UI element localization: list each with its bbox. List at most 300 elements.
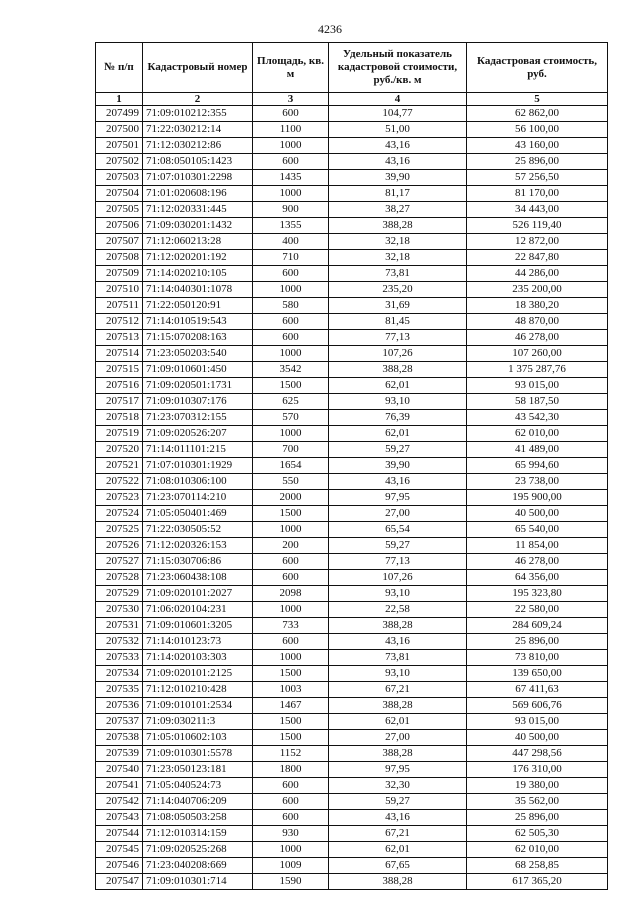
cadastral-number-cell: 71:09:020501:1731 — [143, 378, 253, 394]
area-cell: 1500 — [253, 506, 329, 522]
area-cell: 1003 — [253, 682, 329, 698]
area-cell: 600 — [253, 810, 329, 826]
row-number-cell: 207506 — [96, 218, 143, 234]
table-row — [96, 858, 608, 874]
table-row — [96, 586, 608, 602]
row-number-cell: 207504 — [96, 186, 143, 202]
cadastral-value-cell: 58 187,50 — [467, 394, 608, 410]
cadastral-number-cell: 71:09:030201:1432 — [143, 218, 253, 234]
area-cell: 600 — [253, 570, 329, 586]
cadastral-value-cell: 48 870,00 — [467, 314, 608, 330]
area-cell: 1590 — [253, 874, 329, 890]
table-row — [96, 842, 608, 858]
cadastral-value-cell: 195 900,00 — [467, 490, 608, 506]
unit-value-cell: 93,10 — [329, 666, 467, 682]
cadastral-number-cell: 71:23:070114:210 — [143, 490, 253, 506]
area-cell: 1355 — [253, 218, 329, 234]
unit-value-cell: 43,16 — [329, 154, 467, 170]
area-cell: 1500 — [253, 714, 329, 730]
table-row — [96, 218, 608, 234]
table-row — [96, 522, 608, 538]
row-number-cell: 207547 — [96, 874, 143, 890]
cadastral-value-cell: 35 562,00 — [467, 794, 608, 810]
unit-value-cell: 65,54 — [329, 522, 467, 538]
table-row — [96, 666, 608, 682]
table-row — [96, 154, 608, 170]
cadastral-number-cell: 71:15:070208:163 — [143, 330, 253, 346]
row-number-cell: 207532 — [96, 634, 143, 650]
cadastral-number-cell: 71:12:010314:159 — [143, 826, 253, 842]
table-row — [96, 298, 608, 314]
cadastral-value-cell: 23 738,00 — [467, 474, 608, 490]
table-row — [96, 570, 608, 586]
cadastral-number-cell: 71:09:010212:355 — [143, 106, 253, 122]
area-cell: 900 — [253, 202, 329, 218]
row-number-cell: 207519 — [96, 426, 143, 442]
row-number-cell: 207526 — [96, 538, 143, 554]
table-row — [96, 762, 608, 778]
area-cell: 2098 — [253, 586, 329, 602]
unit-value-cell: 93,10 — [329, 394, 467, 410]
area-cell: 1000 — [253, 842, 329, 858]
unit-value-cell: 51,00 — [329, 122, 467, 138]
cadastral-number-cell: 71:14:020210:105 — [143, 266, 253, 282]
table-row — [96, 730, 608, 746]
cadastral-value-cell: 22 580,00 — [467, 602, 608, 618]
unit-value-cell: 32,18 — [329, 234, 467, 250]
unit-value-cell: 76,39 — [329, 410, 467, 426]
table-row — [96, 442, 608, 458]
row-number-cell: 207527 — [96, 554, 143, 570]
area-cell: 1000 — [253, 186, 329, 202]
row-number-cell: 207540 — [96, 762, 143, 778]
area-cell: 1800 — [253, 762, 329, 778]
area-cell: 600 — [253, 794, 329, 810]
area-cell: 600 — [253, 154, 329, 170]
table-row — [96, 554, 608, 570]
cadastral-number-cell: 71:07:010301:1929 — [143, 458, 253, 474]
row-number-cell: 207500 — [96, 122, 143, 138]
unit-value-cell: 107,26 — [329, 570, 467, 586]
area-cell: 700 — [253, 442, 329, 458]
cadastral-value-cell: 62 010,00 — [467, 842, 608, 858]
row-number-cell: 207541 — [96, 778, 143, 794]
row-number-cell: 207512 — [96, 314, 143, 330]
cadastral-value-cell: 195 323,80 — [467, 586, 608, 602]
unit-value-cell: 67,65 — [329, 858, 467, 874]
row-number-cell: 207509 — [96, 266, 143, 282]
area-cell: 1152 — [253, 746, 329, 762]
table-row — [96, 170, 608, 186]
table-row — [96, 426, 608, 442]
table-row — [96, 458, 608, 474]
area-cell: 600 — [253, 266, 329, 282]
cadastral-number-cell: 71:14:040301:1078 — [143, 282, 253, 298]
area-cell: 1500 — [253, 666, 329, 682]
table-row — [96, 474, 608, 490]
table-row — [96, 746, 608, 762]
cadastral-value-cell: 617 365,20 — [467, 874, 608, 890]
cadastral-value-cell: 25 896,00 — [467, 154, 608, 170]
area-cell: 580 — [253, 298, 329, 314]
unit-value-cell: 62,01 — [329, 842, 467, 858]
row-number-cell: 207524 — [96, 506, 143, 522]
cadastral-number-cell: 71:06:020104:231 — [143, 602, 253, 618]
table-row — [96, 394, 608, 410]
cadastral-value-cell: 93 015,00 — [467, 378, 608, 394]
cadastral-number-cell: 71:23:050123:181 — [143, 762, 253, 778]
area-cell: 1467 — [253, 698, 329, 714]
cadastral-number-cell: 71:14:020103:303 — [143, 650, 253, 666]
area-cell: 1000 — [253, 138, 329, 154]
column-number: 5 — [467, 93, 608, 106]
header-unit-value: Удельный показатель кадастровой стоимости, руб./кв. м — [329, 43, 467, 93]
area-cell: 930 — [253, 826, 329, 842]
unit-value-cell: 22,58 — [329, 602, 467, 618]
unit-value-cell: 388,28 — [329, 746, 467, 762]
cadastral-value-cell: 62 505,30 — [467, 826, 608, 842]
header-cadastral-number: Кадастровый номер — [143, 43, 253, 93]
cadastral-value-cell: 56 100,00 — [467, 122, 608, 138]
unit-value-cell: 32,30 — [329, 778, 467, 794]
cadastral-value-cell: 68 258,85 — [467, 858, 608, 874]
unit-value-cell: 67,21 — [329, 826, 467, 842]
column-number: 4 — [329, 93, 467, 106]
row-number-cell: 207502 — [96, 154, 143, 170]
unit-value-cell: 32,18 — [329, 250, 467, 266]
cadastral-number-cell: 71:14:011101:215 — [143, 442, 253, 458]
row-number-cell: 207536 — [96, 698, 143, 714]
table-row — [96, 122, 608, 138]
cadastral-value-table — [95, 42, 608, 890]
row-number-cell: 207546 — [96, 858, 143, 874]
table-row — [96, 778, 608, 794]
unit-value-cell: 27,00 — [329, 730, 467, 746]
cadastral-value-cell: 44 286,00 — [467, 266, 608, 282]
cadastral-number-cell: 71:09:020101:2027 — [143, 586, 253, 602]
unit-value-cell: 93,10 — [329, 586, 467, 602]
cadastral-value-cell: 41 489,00 — [467, 442, 608, 458]
cadastral-value-cell: 67 411,63 — [467, 682, 608, 698]
table-row — [96, 682, 608, 698]
area-cell: 200 — [253, 538, 329, 554]
table-row — [96, 266, 608, 282]
cadastral-value-cell: 569 606,76 — [467, 698, 608, 714]
table-row — [96, 314, 608, 330]
cadastral-value-cell: 11 854,00 — [467, 538, 608, 554]
area-cell: 1654 — [253, 458, 329, 474]
table-row — [96, 810, 608, 826]
cadastral-value-cell: 40 500,00 — [467, 730, 608, 746]
row-number-cell: 207520 — [96, 442, 143, 458]
header-cadastral-value: Кадастровая стоимость, руб. — [467, 43, 608, 93]
row-number-cell: 207501 — [96, 138, 143, 154]
cadastral-number-cell: 71:12:010210:428 — [143, 682, 253, 698]
cadastral-value-cell: 19 380,00 — [467, 778, 608, 794]
unit-value-cell: 388,28 — [329, 618, 467, 634]
area-cell: 1000 — [253, 602, 329, 618]
area-cell: 733 — [253, 618, 329, 634]
cadastral-number-cell: 71:12:030212:86 — [143, 138, 253, 154]
unit-value-cell: 104,77 — [329, 106, 467, 122]
cadastral-value-cell: 43 160,00 — [467, 138, 608, 154]
row-number-cell: 207542 — [96, 794, 143, 810]
column-number: 2 — [143, 93, 253, 106]
table-row — [96, 106, 608, 122]
area-cell: 600 — [253, 554, 329, 570]
cadastral-number-cell: 71:22:030212:14 — [143, 122, 253, 138]
row-number-cell: 207510 — [96, 282, 143, 298]
unit-value-cell: 77,13 — [329, 554, 467, 570]
header-area: Площадь, кв. м — [253, 43, 329, 93]
unit-value-cell: 62,01 — [329, 378, 467, 394]
row-number-cell: 207514 — [96, 346, 143, 362]
table-row — [96, 634, 608, 650]
row-number-cell: 207528 — [96, 570, 143, 586]
column-numbering-row — [96, 93, 608, 106]
cadastral-number-cell: 71:09:010601:450 — [143, 362, 253, 378]
area-cell: 1000 — [253, 650, 329, 666]
cadastral-number-cell: 71:01:020608:196 — [143, 186, 253, 202]
unit-value-cell: 62,01 — [329, 714, 467, 730]
cadastral-number-cell: 71:09:010101:2534 — [143, 698, 253, 714]
cadastral-number-cell: 71:15:030706:86 — [143, 554, 253, 570]
row-number-cell: 207505 — [96, 202, 143, 218]
cadastral-number-cell: 71:12:020326:153 — [143, 538, 253, 554]
row-number-cell: 207507 — [96, 234, 143, 250]
cadastral-value-cell: 34 443,00 — [467, 202, 608, 218]
cadastral-number-cell: 71:23:040208:669 — [143, 858, 253, 874]
table-row — [96, 186, 608, 202]
cadastral-value-cell: 43 542,30 — [467, 410, 608, 426]
unit-value-cell: 59,27 — [329, 794, 467, 810]
column-number: 1 — [96, 93, 143, 106]
row-number-cell: 207535 — [96, 682, 143, 698]
unit-value-cell: 38,27 — [329, 202, 467, 218]
cadastral-number-cell: 71:14:040706:209 — [143, 794, 253, 810]
cadastral-number-cell: 71:12:060213:28 — [143, 234, 253, 250]
table-row — [96, 618, 608, 634]
area-cell: 1000 — [253, 522, 329, 538]
cadastral-value-cell: 65 994,60 — [467, 458, 608, 474]
cadastral-number-cell: 71:05:010602:103 — [143, 730, 253, 746]
row-number-cell: 207499 — [96, 106, 143, 122]
cadastral-value-cell: 62 862,00 — [467, 106, 608, 122]
area-cell: 1000 — [253, 346, 329, 362]
row-number-cell: 207537 — [96, 714, 143, 730]
row-number-cell: 207503 — [96, 170, 143, 186]
unit-value-cell: 235,20 — [329, 282, 467, 298]
area-cell: 1009 — [253, 858, 329, 874]
cadastral-value-cell: 57 256,50 — [467, 170, 608, 186]
unit-value-cell: 73,81 — [329, 650, 467, 666]
table-row — [96, 714, 608, 730]
unit-value-cell: 97,95 — [329, 762, 467, 778]
cadastral-value-cell: 65 540,00 — [467, 522, 608, 538]
cadastral-number-cell: 71:08:050105:1423 — [143, 154, 253, 170]
cadastral-number-cell: 71:09:030211:3 — [143, 714, 253, 730]
cadastral-number-cell: 71:22:050120:91 — [143, 298, 253, 314]
table-row — [96, 874, 608, 890]
cadastral-value-cell: 46 278,00 — [467, 554, 608, 570]
cadastral-number-cell: 71:23:050203:540 — [143, 346, 253, 362]
cadastral-number-cell: 71:09:010301:714 — [143, 874, 253, 890]
unit-value-cell: 73,81 — [329, 266, 467, 282]
cadastral-number-cell: 71:23:070312:155 — [143, 410, 253, 426]
unit-value-cell: 388,28 — [329, 362, 467, 378]
cadastral-value-cell: 284 609,24 — [467, 618, 608, 634]
area-cell: 1500 — [253, 730, 329, 746]
unit-value-cell: 43,16 — [329, 810, 467, 826]
cadastral-number-cell: 71:14:010123:73 — [143, 634, 253, 650]
row-number-cell: 207539 — [96, 746, 143, 762]
cadastral-value-cell: 526 119,40 — [467, 218, 608, 234]
cadastral-value-cell: 107 260,00 — [467, 346, 608, 362]
cadastral-number-cell: 71:09:010301:5578 — [143, 746, 253, 762]
table-row — [96, 410, 608, 426]
table-row — [96, 826, 608, 842]
cadastral-value-cell: 176 310,00 — [467, 762, 608, 778]
area-cell: 625 — [253, 394, 329, 410]
cadastral-number-cell: 71:14:010519:543 — [143, 314, 253, 330]
cadastral-value-cell: 73 810,00 — [467, 650, 608, 666]
row-number-cell: 207525 — [96, 522, 143, 538]
column-number: 3 — [253, 93, 329, 106]
cadastral-value-cell: 25 896,00 — [467, 810, 608, 826]
unit-value-cell: 39,90 — [329, 458, 467, 474]
area-cell: 600 — [253, 778, 329, 794]
row-number-cell: 207533 — [96, 650, 143, 666]
table-row — [96, 250, 608, 266]
row-number-cell: 207515 — [96, 362, 143, 378]
row-number-cell: 207545 — [96, 842, 143, 858]
row-number-cell: 207538 — [96, 730, 143, 746]
row-number-cell: 207518 — [96, 410, 143, 426]
cadastral-number-cell: 71:05:040524:73 — [143, 778, 253, 794]
cadastral-number-cell: 71:09:010601:3205 — [143, 618, 253, 634]
unit-value-cell: 107,26 — [329, 346, 467, 362]
row-number-cell: 207531 — [96, 618, 143, 634]
row-number-cell: 207513 — [96, 330, 143, 346]
table-row — [96, 698, 608, 714]
row-number-cell: 207508 — [96, 250, 143, 266]
table-row — [96, 506, 608, 522]
unit-value-cell: 43,16 — [329, 474, 467, 490]
area-cell: 600 — [253, 330, 329, 346]
table-row — [96, 538, 608, 554]
cadastral-number-cell: 71:09:020526:207 — [143, 426, 253, 442]
area-cell: 1000 — [253, 426, 329, 442]
cadastral-number-cell: 71:08:050503:258 — [143, 810, 253, 826]
cadastral-value-cell: 81 170,00 — [467, 186, 608, 202]
unit-value-cell: 388,28 — [329, 874, 467, 890]
row-number-cell: 207511 — [96, 298, 143, 314]
header-row — [96, 43, 608, 93]
unit-value-cell: 81,45 — [329, 314, 467, 330]
table-row — [96, 794, 608, 810]
cadastral-value-cell: 18 380,20 — [467, 298, 608, 314]
cadastral-value-cell: 62 010,00 — [467, 426, 608, 442]
cadastral-value-cell: 12 872,00 — [467, 234, 608, 250]
table-row — [96, 330, 608, 346]
unit-value-cell: 388,28 — [329, 218, 467, 234]
cadastral-number-cell: 71:05:050401:469 — [143, 506, 253, 522]
area-cell: 1500 — [253, 378, 329, 394]
area-cell: 400 — [253, 234, 329, 250]
unit-value-cell: 97,95 — [329, 490, 467, 506]
cadastral-value-cell: 22 847,80 — [467, 250, 608, 266]
header-row-number: № п/п — [96, 43, 143, 93]
cadastral-value-cell: 139 650,00 — [467, 666, 608, 682]
table-row — [96, 202, 608, 218]
area-cell: 1435 — [253, 170, 329, 186]
row-number-cell: 207516 — [96, 378, 143, 394]
unit-value-cell: 81,17 — [329, 186, 467, 202]
cadastral-value-cell: 25 896,00 — [467, 634, 608, 650]
row-number-cell: 207534 — [96, 666, 143, 682]
row-number-cell: 207517 — [96, 394, 143, 410]
cadastral-value-cell: 235 200,00 — [467, 282, 608, 298]
cadastral-number-cell: 71:12:020331:445 — [143, 202, 253, 218]
table-row — [96, 138, 608, 154]
unit-value-cell: 39,90 — [329, 170, 467, 186]
area-cell: 710 — [253, 250, 329, 266]
cadastral-number-cell: 71:22:030505:52 — [143, 522, 253, 538]
page-number: 4236 — [318, 22, 342, 36]
cadastral-number-cell: 71:09:020101:2125 — [143, 666, 253, 682]
row-number-cell: 207530 — [96, 602, 143, 618]
area-cell: 1100 — [253, 122, 329, 138]
table-row — [96, 378, 608, 394]
table-row — [96, 650, 608, 666]
cadastral-value-cell: 64 356,00 — [467, 570, 608, 586]
area-cell: 2000 — [253, 490, 329, 506]
cadastral-number-cell: 71:09:010307:176 — [143, 394, 253, 410]
table-row — [96, 602, 608, 618]
area-cell: 1000 — [253, 282, 329, 298]
cadastral-value-cell: 447 298,56 — [467, 746, 608, 762]
cadastral-value-cell: 46 278,00 — [467, 330, 608, 346]
area-cell: 550 — [253, 474, 329, 490]
row-number-cell: 207544 — [96, 826, 143, 842]
area-cell: 600 — [253, 634, 329, 650]
unit-value-cell: 59,27 — [329, 442, 467, 458]
unit-value-cell: 67,21 — [329, 682, 467, 698]
row-number-cell: 207522 — [96, 474, 143, 490]
unit-value-cell: 27,00 — [329, 506, 467, 522]
table-row — [96, 234, 608, 250]
unit-value-cell: 43,16 — [329, 138, 467, 154]
unit-value-cell: 31,69 — [329, 298, 467, 314]
row-number-cell: 207543 — [96, 810, 143, 826]
area-cell: 600 — [253, 106, 329, 122]
cadastral-number-cell: 71:07:010301:2298 — [143, 170, 253, 186]
cadastral-value-cell: 1 375 287,76 — [467, 362, 608, 378]
cadastral-value-cell: 40 500,00 — [467, 506, 608, 522]
unit-value-cell: 77,13 — [329, 330, 467, 346]
cadastral-value-cell: 93 015,00 — [467, 714, 608, 730]
area-cell: 3542 — [253, 362, 329, 378]
unit-value-cell: 43,16 — [329, 634, 467, 650]
unit-value-cell: 62,01 — [329, 426, 467, 442]
table-row — [96, 346, 608, 362]
unit-value-cell: 59,27 — [329, 538, 467, 554]
area-cell: 600 — [253, 314, 329, 330]
cadastral-number-cell: 71:23:060438:108 — [143, 570, 253, 586]
cadastral-number-cell: 71:12:020201:192 — [143, 250, 253, 266]
cadastral-number-cell: 71:08:010306:100 — [143, 474, 253, 490]
table-row — [96, 490, 608, 506]
